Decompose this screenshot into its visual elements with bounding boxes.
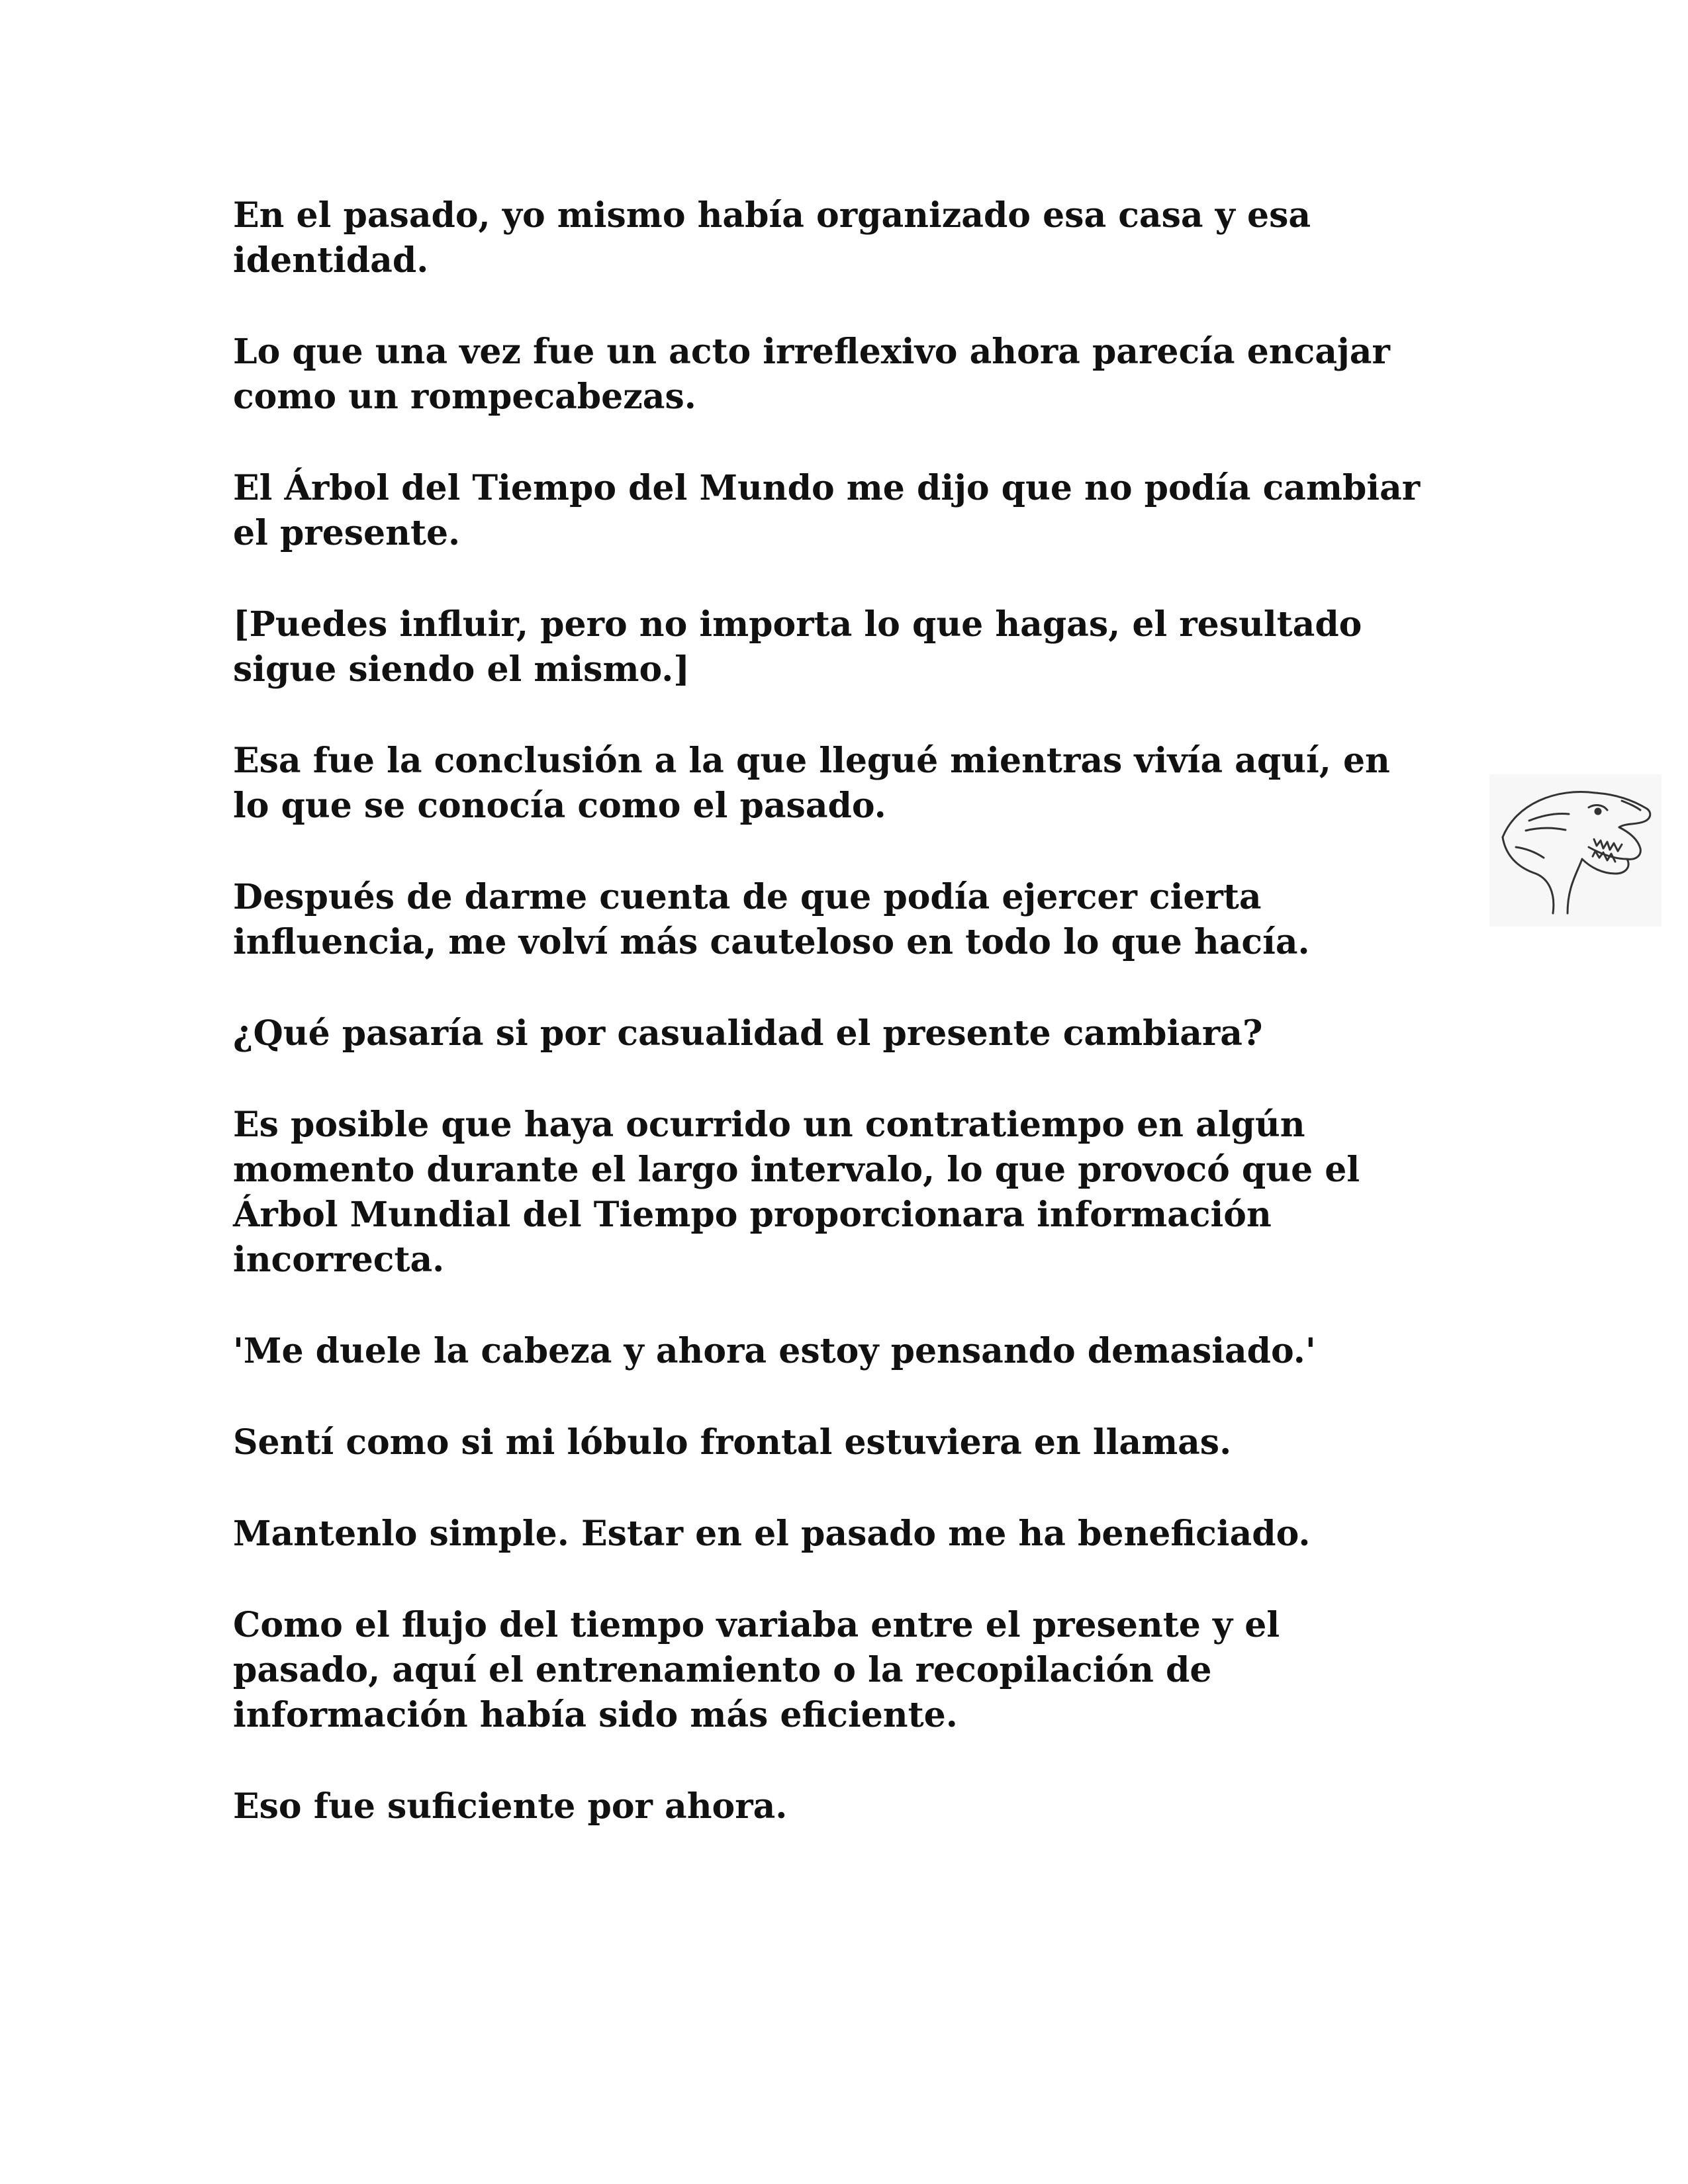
paragraph-5: Esa fue la conclusión a la que llegué mientras vivía aquí, en lo que se conocía como el pasado. [233, 741, 1390, 826]
body-text [233, 193, 1464, 1876]
paragraph-7: ¿Qué pasaría si por casualidad el presente cambiara? [233, 1013, 1263, 1054]
paragraph-13: Eso fue suficiente por ahora. [233, 1786, 788, 1827]
paragraph-4: [Puedes influir, pero no importa lo que hagas, el resultado sigue siendo el mismo.] [233, 604, 1362, 690]
paragraph-9: 'Me duele la cabeza y ahora estoy pensando demasiado.' [233, 1331, 1316, 1371]
dinosaur-head-icon [1489, 774, 1662, 927]
paragraph-3: El Árbol del Tiempo del Mundo me dijo que no podía cambiar el presente. [233, 468, 1421, 553]
paragraph-6: Después de darme cuenta de que podía ejercer cierta influencia, me volví más cauteloso en todo lo que hacía. [233, 877, 1310, 962]
paragraph-2: Lo que una vez fue un acto irreflexivo ahora parecía encajar como un rompecabezas. [233, 332, 1390, 417]
paragraph-1: En el pasado, yo mismo había organizado esa casa y esa identidad. [233, 195, 1311, 281]
paragraph-11: Mantenlo simple. Estar en el pasado me ha beneficiado. [233, 1514, 1311, 1554]
paragraph-10: Sentí como si mi lóbulo frontal estuviera en llamas. [233, 1422, 1232, 1463]
paragraph-8: Es posible que haya ocurrido un contratiempo en algún momento durante el largo intervalo, lo que provocó que el Árbol Mundial del Tiempo proporcionara información incorrecta. [233, 1105, 1360, 1280]
paragraph-12: Como el flujo del tiempo variaba entre el presente y el pasado, aquí el entrenamiento o la recopilación de información había sido más eficiente. [233, 1605, 1280, 1735]
